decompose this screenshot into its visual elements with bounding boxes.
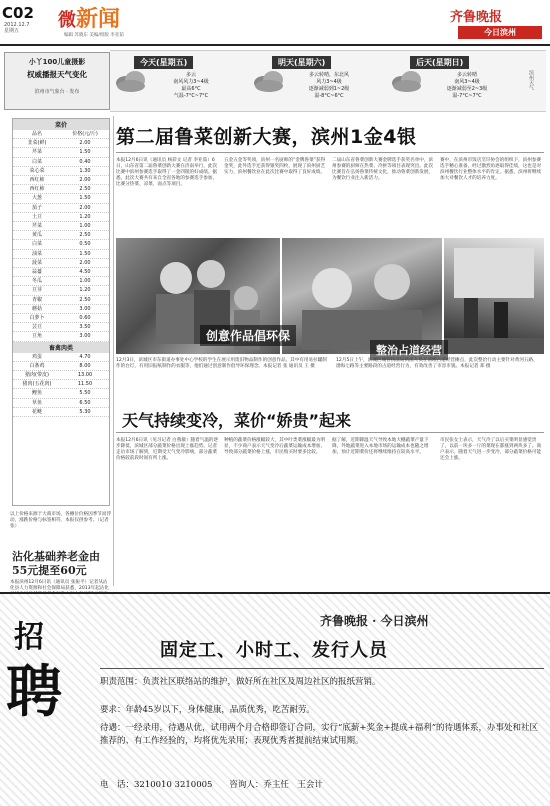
item-price: 1.50 [79,149,91,156]
item-price: 2.00 [79,177,91,184]
item-price: 3.00 [79,333,91,340]
photo-caption-banner: 整治占道经营 [370,340,448,360]
article-body-column: 据了解，近期降温天气导致本地大棚蔬菜产量下降，外地蔬菜进入本地市场的运输成本也随之增加，预计近期菜价还将继续维持在较高水平。 [332,438,429,455]
weather-line: 南风风力3~4级 [173,79,209,85]
price-row [13,353,109,362]
sponsor-name: 小丫100儿童摄影 [28,58,86,66]
article-body-column: 二届山东省鲁菜创新大赛金牌选手获奖名单中，滨州参赛的厨师在热菜、冷拼等项目表现突出。此次比赛旨在弘扬鲁菜传统文化，推动鲁菜创新发展，为餐饮行业注入新活力。 [332,158,434,181]
article-headline: 第二届鲁菜创新大赛，滨州1金4银 [116,126,417,148]
price-row [13,408,109,417]
item-price: 2.00 [79,140,91,147]
article-body-column: 市民张女士表示，天气冷了以后买菜明显感觉贵了，以前一块多一斤的菜现在都涨到两块多了。商户表示，随着天气进一步变冷，部分蔬菜价格可能还会上涨。 [440,438,542,461]
price-row [13,277,109,286]
item-name: 花鲢 [31,408,42,415]
item-name: 茄子 [31,204,42,211]
item-name: 西红柿 [29,186,45,193]
weather-day-label: 后天(星期日) [410,56,469,69]
price-row [13,139,109,148]
item-price: 3.50 [79,324,91,331]
date-line: 2012.12.7 [4,22,30,28]
item-price: 11.50 [77,381,93,388]
craft-photo [282,238,442,354]
item-name: 青椒 [31,296,42,303]
headline-divider [116,432,544,433]
weather-day-label: 今天(星期五) [134,56,193,69]
item-name: 芹菜 [31,223,42,230]
item-price: 0.50 [79,241,91,248]
item-name: 白萝卜 [29,315,45,322]
sponsor-slogan: 权威播报天气变化 [27,70,87,79]
news-photo [444,238,544,354]
veg-rows [13,139,109,341]
photo-caption-banner: 创意作品倡环保 [200,325,296,346]
price-row [13,204,109,213]
item-name: 蒜薹 [31,269,42,276]
section-tag: 今日滨州 [458,26,542,39]
price-row [13,380,109,389]
item-name: 草鱼 [31,399,42,406]
article-body-column: 赛中，在滨州市饭店烹饪协会的组织下，滨州参赛选手精心准备，经过激烈角逐取得佳绩，这也是对滨州餐饮行业整体水平的肯定。据悉，滨州将继续加大对餐饮人才的培养力度。 [440,158,542,181]
item-price: 4.50 [79,269,91,276]
weather-line: 风力3~4级 [316,79,342,85]
item-name: 菠菜 [31,259,42,266]
cloud-icon [114,68,148,94]
price-row [13,222,109,231]
weather-line: 多云转晴 [456,72,477,78]
article-body-column: 五金五金等奖项，滨州一名厨师的“金牌鲁菜”获得金奖，此外选手还获得银奖四枚，展现了滨州厨艺实力，滨州餐饮业在此次比赛中取得了良好成绩。 [224,158,326,175]
item-price: 1.50 [79,195,91,202]
ad-background-pattern [0,594,550,806]
weather-line: 逐渐减弱到1~2级 [308,86,350,92]
item-name: 黄瓜 [31,232,42,239]
item-name: 油菜 [31,250,42,257]
column-header: 价格(元/斤) [72,131,98,137]
price-row [13,296,109,305]
item-price: 5.30 [79,408,91,415]
item-price: 0.60 [79,315,91,322]
item-name: 冬瓜 [31,278,42,285]
price-row [13,362,109,371]
column-divider [113,116,114,586]
article-headline: 天气持续变冷，菜价“娇贵”起来 [122,411,352,430]
price-row [13,305,109,314]
item-name: 大葱 [31,195,42,202]
price-table [12,118,110,506]
price-row [13,250,109,259]
price-row [13,185,109,194]
item-price: 6.50 [79,399,91,406]
ad-requirements: 要求：年龄45岁以下，身体健康，品质优秀，吃苦耐劳。 [100,705,315,715]
meat-table-title: 畜禽肉类 [13,342,109,353]
item-name: 豆芽 [31,287,42,294]
price-row [13,371,109,380]
weekday-line: 星期五 [4,28,20,34]
price-row [13,148,109,157]
price-note: 以上价格来源于大商市场，各摊位价格因季节而浮动，涨跌价格与标签相符，本报仅供参考。（记者 张） [10,512,112,529]
item-price: 0.40 [79,158,91,165]
weather-sponsor-box [4,52,110,110]
news-photo [282,238,442,354]
item-price: 2.00 [79,204,91,211]
article-body-column: 本报12月6日讯（通讯员 杨彩文 记者 李亚茹）6日，山东省第二届鲁菜创新大赛在济南举行，此次比赛中滨州参赛选手取得了一金四银的好成绩。据悉，此次大赛共有来自全省各地的参赛选手参加，比赛分热菜、凉菜、面点等项目。 [116,158,218,187]
page-number: C02 [2,4,34,22]
article-body: 本报滨州12月6日讯（通讯员 张振平）记者从沾化县人力资源和社会保障局获悉，2013年起沾化 [10,580,109,591]
item-price: 5.50 [79,390,91,397]
weather-today [114,52,234,110]
issue-date [4,22,29,34]
price-row [13,389,109,398]
weather-side-note: 滨州天气 [528,70,534,90]
price-row [13,158,109,167]
item-name: 西红柿 [29,177,45,184]
item-price: 4.70 [79,353,91,360]
article-body-column: 本报12月6日讯（见习记者 白燕敏）随着气温的逐步降低，滨城区部分蔬菜价格出现上涨趋势。记者走访市场了解到，近期受天气变冷影响，部分蔬菜价格较前段时间有所上涨。 [116,438,219,461]
headline-divider [116,152,544,153]
item-price: 13.00 [77,372,93,379]
price-row [13,314,109,323]
photo-caption-text: 12月3日，滨城区市东街道办事处中心学校的学生在展示用废旧物品制作的创意作品，其中有用易拉罐制作的台灯，有用旧报纸制作的衣服等，他们通过创意制作倡导环保理念。本报记者 张 通讯员 王 摄 [116,358,327,369]
item-price: 1.50 [79,250,91,257]
item-price: 8.00 [79,362,91,369]
item-name: 芹菜 [31,149,42,156]
street-photo [444,238,544,354]
price-row [13,399,109,408]
section-logo [58,2,120,33]
weather-line: 气温-7°C~7°C [173,93,209,99]
price-row [13,194,109,203]
article-headline: 沾化基础养老金由55元提至60元 [12,550,100,577]
item-name: 豆角 [31,333,42,340]
item-price: 1.20 [79,213,91,220]
ad-logo: 齐鲁晚报 · 今日滨州 [320,614,429,628]
price-table-header [13,130,109,139]
item-price: 3.00 [79,305,91,312]
weather-line: 多云转晴，东北风 [308,72,349,78]
weather-line: 温-8°C~6°C [314,93,344,99]
item-price: 2.00 [79,259,91,266]
ad-divider [100,668,544,669]
item-name: 菜心菜 [29,167,45,174]
header-divider [0,44,550,46]
item-price: 1.20 [79,287,91,294]
weather-line: 温-7°C~7°C [452,93,482,99]
item-name: 猪肉(带皮) [25,372,49,379]
column-header: 品名 [31,131,42,137]
ad-contact: 电 话：3210010 3210005 咨询人：乔主任 王会计 [100,780,323,790]
item-name: 猪肉(五花肉) [22,381,52,388]
price-row [13,167,109,176]
ad-big-char: 聘 [6,659,62,725]
price-table-title: 菜价 [13,119,109,130]
photo-caption-text: 12月5日上午，滨城区城管执法局执法人员在清理占道经营摊点，此次整治行动主要针对黄河五路、渤海七路等主要路段的占道经营行为，有效改善了市容市貌。本报记者 郑 摄 [336,358,538,369]
ad-duties: 职责范围：负责社区联络站的维护，做好所在社区及周边社区的报纸营销。 [100,677,381,687]
price-row [13,332,109,341]
item-name: 鸡蛋 [31,353,42,360]
sponsor-note: 滨州市气象台 · 发布 [34,89,80,95]
logo-sub: 新闻 [76,6,121,32]
price-row [13,268,109,277]
item-name: 白条鸡 [29,362,45,369]
weather-day-after [390,52,510,110]
cloud-icon [390,68,424,94]
item-name: 鲤鱼 [31,390,42,397]
item-name: 韭菜(鲜) [27,140,47,147]
item-name: 芸豆 [31,324,42,331]
price-row [13,259,109,268]
price-row [13,323,109,332]
item-name: 土豆 [31,213,42,220]
price-row [13,213,109,222]
item-price: 2.50 [79,186,91,193]
price-row [13,231,109,240]
weather-details [288,72,370,100]
weather-details [150,72,232,100]
weather-day-label: 明天(星期六) [272,56,331,69]
cloud-icon [252,68,286,94]
item-price: 1.00 [79,278,91,285]
price-row [13,176,109,185]
item-name: 白菜 [31,158,42,165]
article-body-column: 种植的蔬菜价格涨幅较大，其中叶类菜涨幅最为明显，不少商户表示天气变冷后蔬菜运输成本增加，导致部分蔬菜价格上涨，市民购买时要多比较。 [224,438,326,455]
editor-credit: 编辑 苏晓东 美编/组版 李亚茹 [64,33,124,38]
weather-line: 逐渐减弱至2~3级 [446,86,488,92]
weather-line: 多云 [185,72,196,78]
item-price: 1.00 [79,223,91,230]
weather-tomorrow [252,52,372,110]
price-row [13,240,109,249]
price-row [13,286,109,295]
item-name: 蘑菇 [31,305,42,312]
meat-rows [13,353,109,417]
paper-name: 齐鲁晚报 [450,10,503,25]
item-price: 2.50 [79,296,91,303]
ad-big-char: 招 [14,620,44,655]
item-price: 2.50 [79,232,91,239]
weather-line: 南风3~4级 [454,79,480,85]
weather-line: 最高6°C [181,86,201,92]
item-price: 1.30 [79,167,91,174]
logo-main: 微 [58,10,76,31]
ad-title: 固定工、小时工、发行人员 [160,640,388,661]
ad-benefits: 待遇：一经录用，待遇从优，试用两个月合格即签订合同，实行“底薪+奖金+提成+福利”的待遇体系，办事处和社区推荐的、有工作经验的，均将优先录用；表现优秀者提前结束试用期。 [100,723,539,746]
weather-details [426,72,508,100]
item-name: 白菜 [31,241,42,248]
